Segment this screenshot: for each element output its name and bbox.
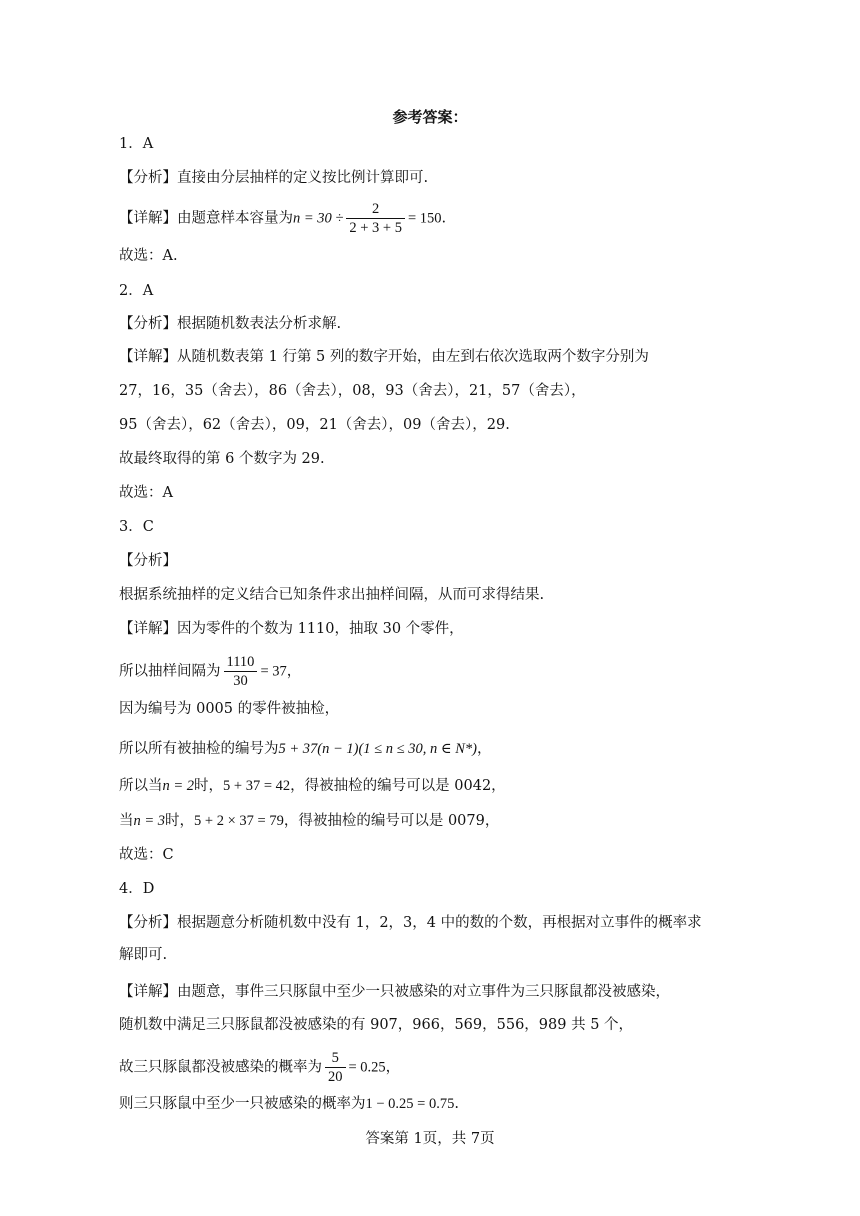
q4-fraction	[325, 1049, 346, 1086]
q3-case2-eq: 5 + 37 = 42	[223, 778, 291, 794]
q4-detail-line1: 【详解】由题意，事件三只豚鼠中至少一只被感染的对立事件为三只豚鼠都没被感染，	[119, 984, 670, 1000]
q3-formula-suffix: ，	[476, 741, 492, 757]
q3-case3-suffix: ，得被抽检的编号可以是 0079，	[283, 813, 500, 829]
q4-frac-den: 20	[328, 1069, 343, 1085]
q2-detail-line3: 95（舍去），62（舍去），09，21（舍去），09（舍去），29.	[119, 417, 510, 433]
q1-fraction	[346, 200, 405, 237]
q3-number: 3．C	[119, 519, 154, 535]
q4-final-prefix: 则三只豚鼠中至少一只被感染的概率为	[119, 1096, 366, 1112]
q2-choice: 故选：A	[119, 485, 173, 501]
q1-detail	[119, 200, 446, 237]
q3-analysis-body: 根据系统抽样的定义结合已知条件求出抽样间隔，从而可求得结果.	[119, 587, 545, 603]
q3-choice: 故选：C	[119, 847, 174, 863]
q1-frac-den: 2 + 3 + 5	[349, 220, 402, 236]
q4-analysis-line1: 【分析】根据题意分析随机数中没有 1，2，3，4 中的数的个数，再根据对立事件的概率求	[119, 915, 702, 931]
q3-case2-prefix: 所以当	[119, 778, 163, 794]
q3-analysis-label: 【分析】	[119, 553, 177, 569]
q1-detail-prefix: 【详解】由题意样本容量为	[119, 210, 293, 227]
page-footer: 答案第 1页，共 7页	[365, 1131, 495, 1147]
q3-case2-line	[119, 776, 506, 796]
q2-number: 2．A	[119, 283, 154, 299]
q3-fraction	[224, 653, 258, 690]
q3-case3-mid: 时，	[165, 813, 195, 829]
q3-interval	[119, 653, 301, 690]
q3-case3-eq: 5 + 2 × 37 = 79	[194, 813, 284, 829]
q3-frac-den: 30	[233, 673, 248, 689]
q3-case3-prefix: 当	[119, 813, 134, 829]
q2-detail-line1: 【详解】从随机数表第 1 行第 5 列的数字开始，由左到右依次选取两个数字分别为	[119, 349, 649, 365]
q3-detail-line1: 【详解】因为零件的个数为 1110，抽取 30 个零件，	[119, 621, 464, 637]
q2-analysis: 【分析】根据随机数表法分析求解.	[119, 316, 342, 332]
page-title: 参考答案：	[392, 108, 468, 126]
q1-eq-rhs: = 150	[407, 210, 442, 227]
q3-frac-num: 1110	[224, 653, 258, 672]
q1-detail-suffix: .	[441, 210, 447, 227]
q3-id-line: 因为编号为 0005 的零件被抽检，	[119, 701, 340, 717]
q4-detail-line2: 随机数中满足三只豚鼠都没被感染的有 907，966，569，556，989 共 5 个，	[119, 1017, 634, 1033]
q1-frac-num: 2	[346, 200, 405, 219]
q2-detail-line2: 27，16，35（舍去），86（舍去），08，93（舍去），21，57（舍去），	[119, 383, 586, 399]
q4-prob-prefix: 故三只豚鼠都没被感染的概率为	[119, 1059, 322, 1076]
q3-case2-suffix: ，得被抽检的编号可以是 0042，	[290, 778, 506, 794]
q3-case2-n: n = 2	[162, 778, 195, 794]
q3-case3-n: n = 3	[133, 813, 166, 829]
q1-number: 1．A	[119, 136, 154, 152]
q3-interval-rhs: = 37，	[260, 663, 302, 680]
q1-analysis: 【分析】直接由分层抽样的定义按比例计算即可.	[119, 170, 429, 186]
q3-interval-prefix: 所以抽样间隔为	[119, 663, 221, 680]
q3-formula: 5 + 37(n − 1)(1 ≤ n ≤ 30, n ∈ N*)	[278, 741, 477, 757]
q4-prob-line	[119, 1049, 400, 1086]
q4-frac-num: 5	[325, 1049, 346, 1068]
q3-formula-prefix: 所以所有被抽检的编号为	[119, 741, 279, 757]
q4-final-eq: 1 − 0.25 = 0.75	[365, 1096, 455, 1112]
q3-case2-mid: 时，	[194, 778, 224, 794]
q3-case3-line	[119, 811, 499, 831]
q4-final-line	[119, 1094, 459, 1114]
q3-formula-line	[119, 739, 491, 759]
q4-final-suffix: .	[454, 1096, 459, 1112]
q4-number: 4．D	[119, 881, 155, 897]
q4-analysis-line2: 解即可.	[119, 947, 168, 963]
q1-choice: 故选：A.	[119, 248, 178, 264]
q4-prob-rhs: = 0.25，	[348, 1059, 401, 1076]
q1-eq-lhs: n = 30 ÷	[293, 210, 344, 227]
q2-conclusion: 故最终取得的第 6 个数字为 29.	[119, 451, 325, 467]
